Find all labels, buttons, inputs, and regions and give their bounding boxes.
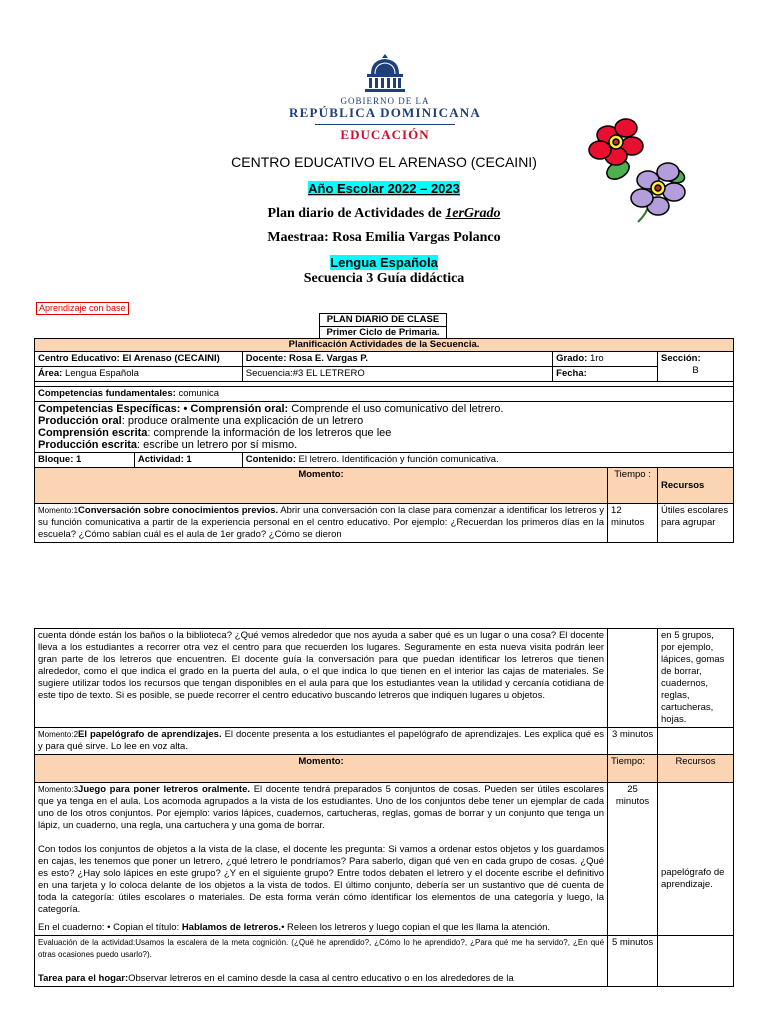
recursos-header-2: Recursos [658, 755, 734, 783]
table-row [35, 936, 734, 987]
seccion-value: B [692, 365, 699, 376]
momento-3-text-3-pre: En el cuaderno: • Copian el título: [38, 922, 182, 933]
table-row [35, 339, 734, 352]
evaluacion-tiempo: 5 minutos [608, 936, 658, 987]
plan-table-2 [34, 628, 734, 987]
momento-2-cell [35, 728, 608, 755]
prod-oral-value: : produce oralmente una explicación de un letrero [121, 415, 364, 427]
comp-escrita-label: Comprensión escrita [38, 427, 148, 439]
docente-cell: Docente: Rosa E. Vargas P. [242, 352, 552, 367]
momento-3-prefix: Momento:3 [38, 785, 79, 794]
subject [0, 255, 768, 270]
tiempo-header: Tiempo : [608, 468, 658, 504]
momento-2-text: El docente presenta a los estudiantes el papelógrafo de aprendizajes. Les explica qué es y para qué sirve. Lo lee en voz alta. [38, 729, 605, 752]
comp-esp-cell [35, 402, 734, 453]
table-row [35, 783, 734, 936]
continuation-cell: cuenta dónde están los baños o la biblioteca? ¿Qué vemos alrededor que nos ayuda a saber qué es un lugar o una cosa? El docente lleva a los estudiantes a recorrer otra vez el centro para que recuerden los lugares. Seguramente en esta nueva visita podrán leer gran parte de los letreros que encuentren. El docente guía la conversación para que puedan identificar los letreros que tienen alrededor, como el que indica el grado en la puerta del aula, o el que indica lo que tienen en el interior las cajas de materiales. Se sugiere utilizar todos los recursos que tengan disponibles en el aula para que los estudiantes vean la utilidad y cercanía cotidiana de este tipo de texto. Si es posible, se puede recorrer el centro educativo buscando letreros que indiquen lugares u objetos. [35, 629, 608, 728]
evaluacion-text: Evaluación de la actividad:Usamos la escalera de la meta cognición. (¿Qué he aprendido?, ¿Cómo lo he aprendido?, ¿Para qué me ha servido?, ¿En qué otras ocasiones puedo usarlo?). [38, 938, 605, 959]
grado-value: 1ro [589, 353, 604, 364]
grado-cell [553, 352, 658, 367]
logo-divider [315, 124, 455, 125]
tarea-text: Observar letreros en el camino desde la casa al centro educativo o en los alrededores de la [128, 973, 514, 984]
tarea-label: Tarea para el hogar: [38, 973, 129, 984]
momento-2-title: El papelógrafo de aprendizajes. [78, 729, 222, 740]
momento-3-recursos: papelógrafo de aprendizaje. [658, 783, 734, 936]
comp-escrita-value: : comprende la información de los letreros que lee [147, 427, 392, 439]
continuation-tiempo [608, 629, 658, 728]
evaluacion-cell [35, 936, 608, 987]
centro-title: CENTRO EDUCATIVO EL ARENASO (CECAINI) [231, 154, 537, 170]
momento-2-prefix: Momento:2 [38, 730, 79, 739]
comp-fund-value: comunica [178, 388, 220, 399]
comp-esp-label: Competencias Específicas: • Comprensión oral: [38, 403, 289, 415]
prod-escrita-value: : escribe un letrero por sí mismo. [137, 439, 298, 451]
contenido-cell [242, 453, 733, 468]
grado-label: Grado: [556, 353, 588, 364]
gobierno-text: GOBIERNO DE LA [340, 96, 430, 106]
actividad-cell: Actividad: 1 [134, 453, 242, 468]
momento-header-2: Momento: [35, 755, 608, 783]
educacion-text: EDUCACIÓN [340, 127, 430, 142]
comp-fund-label: Competencias fundamentales: [38, 388, 176, 399]
plan-box-title: PLAN DIARIO DE CLASE [319, 313, 447, 326]
momento-3-text-3-post: • Releen los letreros y luego copian el que les llama la atención. [281, 922, 551, 933]
area-label: Área: [38, 368, 63, 379]
momento-3-cell [35, 783, 608, 936]
plan-title-prefix: Plan diario de Actividades de [267, 206, 446, 221]
prod-escrita-label: Producción escrita [38, 439, 138, 451]
plan-table-1 [34, 338, 734, 543]
note-label: Aprendizaje con base [36, 302, 129, 315]
momento-3-tiempo: 25 minutos [608, 783, 658, 936]
table-row [35, 629, 734, 728]
momento-3-text-1: El docente tendrá preparados 5 conjuntos de cosas. Pueden ser útiles escolares que ya tenga en el aula. Los acomoda agrupados a la vista de los estudiantes. Uno de los conjuntos debe tener un ejemplar de cada uno de los otros conjuntos. Por ejemplo: varios lápices, cuadernos, cartucheras, reglas, gomas de borrar y un conjunto que tenga un lápiz, un cuaderno, una regla, una cartuchera y una goma de borrar. [38, 784, 605, 831]
continuation-recursos: en 5 grupos, por ejemplo, lápices, gomas de borrar, cuadernos, reglas, cartucheras, hojas. [658, 629, 734, 728]
table-row [35, 453, 734, 468]
plan-box [319, 313, 447, 340]
momento-2-tiempo: 3 minutos [608, 728, 658, 755]
momento-1-title: Conversación sobre conocimientos previos. [78, 505, 279, 516]
school-year-text: Año Escolar 2022 – 2023 [308, 181, 460, 196]
plan-title [0, 206, 768, 222]
table-row [35, 352, 734, 367]
contenido-label: Contenido: [245, 454, 296, 465]
prod-oral-label: Producción oral [38, 415, 122, 427]
table-row [35, 468, 734, 504]
government-building-icon [361, 52, 409, 96]
plan-title-grade: 1erGrado [445, 206, 501, 221]
minerd-logo [280, 52, 490, 152]
subject-text: Lengua Española [330, 255, 438, 270]
momento-1-text: Abrir una conversación con la clase para comenzar a identificar los letreros y su función comunicativa a partir de la experiencia personal en el centro educativo. Por ejemplo: ¿Recuerdan los primeros días en la escuela? ¿Cómo sabían cuál es el aula de 1er grado? ¿Cómo se dieron [38, 505, 605, 540]
tiempo-header-2: Tiempo: [608, 755, 658, 783]
contenido-value: El letrero. Identificación y función comunicativa. [298, 454, 499, 465]
centro-cell: Centro Educativo: El Arenaso (CECAINI) [35, 352, 243, 367]
fecha-cell: Fecha: [553, 367, 658, 382]
teacher-name: Maestraa: Rosa Emilia Vargas Polanco [267, 230, 501, 245]
momento-header: Momento: [35, 468, 608, 504]
evaluacion-recursos [658, 936, 734, 987]
table-row [35, 755, 734, 783]
republica-text: REPÚBLICA DOMINICANA [289, 105, 481, 120]
school-year [0, 181, 768, 196]
comp-esp-value: Comprende el uso comunicativo del letrero. [291, 403, 504, 415]
planif-header: Planificación Actividades de la Secuencia. [35, 339, 734, 352]
plan-box-subtitle: Primer Ciclo de Primaria. [319, 326, 447, 340]
seccion-cell [658, 352, 734, 382]
table-row [35, 402, 734, 453]
table-row [35, 728, 734, 755]
table-row [35, 367, 734, 382]
area-cell [35, 367, 243, 382]
secuencia-cell: Secuencia:#3 EL LETRERO [242, 367, 552, 382]
seccion-label: Sección: [661, 353, 701, 364]
momento-3-text-2: Con todos los conjuntos de objetos a la vista de la clase, el docente les pregunta: Si vamos a ordenar estos objetos y los guardamos en cajas, les tenemos que poner un letrero, ¿qué letrero le pondríamos? Para saberlo, digan qué ven en cada grupo de cosas. ¿Qué es esto? ¿Hay solo lápices en este grupo? ¿Y en el siguiente grupo? Entre todos debaten el letrero y el docente escribe el definitivo en una tarjeta y lo coloca delante de los objetos a la vista de todos. El último conjunto, debería ser un sustantivo que dé cuenta de toda la categoría: útiles escolares o materiales. De esta forma verán cómo identificar los elementos de una categoría y luego, la categoría. [38, 844, 605, 915]
momento-3-text-3-bold: Hablamos de letreros. [181, 922, 282, 933]
momento-1-prefix: Momento:1 [38, 506, 79, 515]
momento-1-recursos: Útiles escolares para agrupar [658, 504, 734, 543]
recursos-header: Recursos [658, 468, 734, 504]
momento-2-recursos [658, 728, 734, 755]
bloque-cell: Bloque: 1 [35, 453, 135, 468]
area-value: Lengua Española [64, 368, 139, 379]
comp-fund-cell [35, 387, 734, 402]
table-row [35, 504, 734, 543]
momento-1-cell [35, 504, 608, 543]
table-row [35, 387, 734, 402]
page-2 [0, 590, 768, 1024]
momento-1-tiempo: 12 minutos [608, 504, 658, 543]
sequence-title: Secuencia 3 Guía didáctica [303, 271, 465, 286]
momento-3-title: Juego para poner letreros oralmente. [78, 784, 251, 795]
